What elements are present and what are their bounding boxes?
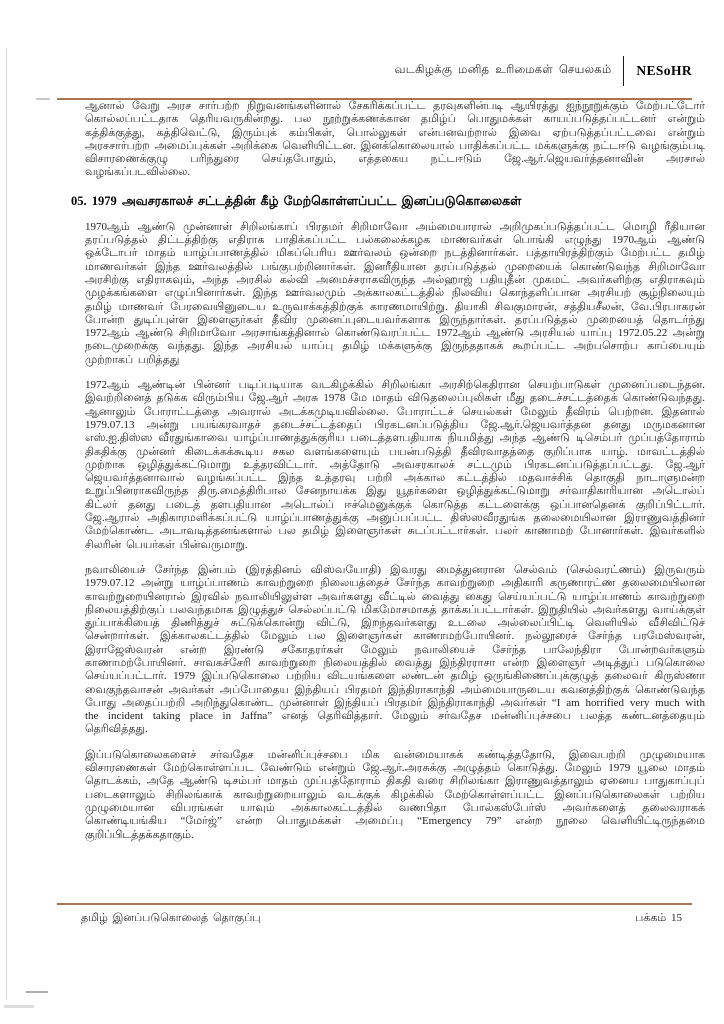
paragraph: நவாலியைச் சேர்ந்த இன்பம் (இரத்தினம் விஸ்வயோதி) இவரது மைத்துனரான செல்வம் (செல்வரட்ணம்) இருவரும் 1979.07.12 அன்று யாழ்ப்பாணம் காவற்றுறை நிலையத்தைச் சேர்ந்த காவற்றுறை அதிகாரி கருணாரட்ண தலைமையிலான காவற்றுறையினரால் இரவில் நவாலியிலுள்ள அவர்களது வீட்டில் வைத்து கைது செய்யப்பட்டு யாழ்ப்பாணம் காவற்றுறை நிலையத்திற்குப் பலவந்தமாக இழுத்துச் செல்லப்பட்டு மிகமோசமாகத் தாக்கப்பட்டார்கள். இறுதியில் அவர்களது வாய்க்குள் துப்பாக்கியைத் திணித்துச் சுட்டுக்கொன்று விட்டு, இறந்தவர்களது உடலை அல்லைப்பிட்டி வெளியில் வீசிவிட்டுச் சென்றார்கள். இக்காலகட்டத்தில் மேலும் பல இளைஞர்கள் காணாமற்போயினர். நல்லூரைச் சேர்ந்த பரமேஸ்வரன், இராஜேஸ்வரன் என்ற இரண்டு சகோதரர்கள் மேலும் நவாலியைச் சேர்ந்த பாலேந்திரா போன்றவர்களும் காணாமற்போயினர். சாவகச்சேரி காவற்றுறை நிலையத்தில் வைத்து இந்திரராசா என்ற இளைஞர் அடித்துப் படுகொலை செய்யப்பட்டார். 1979 இப்படுகொலை பற்றிய விடயங்களை லண்டன் தமிழ் ஒருங்கிணைப்புக்குழுத் தலைவர் கிருஸ்ணா வைகுந்தவாசன் அவர்கள் அப்போதைய இந்தியப் பிரதமர் இந்திராகாந்தி அம்மையாருடைய கவனத்திற்குக் கொண்டுவந்த போது அதைப்பற்றி அறிந்துகொண்ட முன்னாள் இந்தியப் பிரதமர் இந்திராகாந்தி அவர்கள் “I am horrified very much with the incident taking place in Jaffna” எனத் தெரிவித்தார். மேலும் சர்வதேச மன்னிப்புச்சபை பலத்த கண்டனத்தையும் தெரிவித்தது. — [85, 563, 705, 736]
header-org-name: வடகிழக்கு மனித உரிமைகள் செயலகம் — [394, 64, 612, 76]
paragraph: இப்படுகொலைகளைச் சர்வதேச மன்னிப்புச்சபை மிக வன்மையாகக் கண்டித்ததோடு, இவைபற்றி முழுமையாக விசாரணைகள் மேற்கொள்ளப்பட வேண்டும் என்றும் ஜே.ஆர்.அரசுக்கு அழுத்தம் கொடுத்து. மேலும் 1979 யூலை மாதம் தொடக்கம், அதே ஆண்டு டிசம்பர் மாதம் முப்பத்தோராம் திகதி வரை சிறிலங்கா இராணுவத்தாலும் ஏனைய பாதுகாப்புப் படைகளாலும் சிறிலங்காக் காவற்றுறையாலும் வடக்குக் கிழக்கில் மேற்கொள்ளப்பட்ட இனப்படுகொலைகள் பற்றிய முழுமையான விபரங்கள் யாவும் அக்காலகட்டத்தில் வணபிதா போல்கஸ்பேர்ஸ் அவர்களைத் தலைவராகக் கொண்டியங்கிய “மேர்ஜ்” என்ற பொதுமக்கள் அமைப்பு “Emergency 79” என்ற நூலை வெளியிட்டிருந்தமை குறிப்பிடத்தக்கதாகும். — [85, 748, 705, 841]
page-header — [57, 56, 692, 86]
scan-artifact-mark — [26, 991, 48, 993]
footer-document-title: தமிழ் இனப்படுகொலைத் தொகுப்பு — [81, 912, 261, 924]
footer-page-number: பக்கம் 15 — [635, 912, 682, 924]
paragraph: 1972ஆம் ஆண்டின் பின்னர் படிப்படியாக வடகிழக்கில் சிறிலங்கா அரசிற்கெதிரான செயற்பாடுகள் முனைப்படைந்தன. இவற்றினைத் தடுக்க விரும்பிய ஜே.ஆர் அரசு 1978 மே மாதம் விடுதலைப்புலிகள் மீது தடைச்சட்டத்தைக் கொண்டுவந்தது. ஆனாலும் போராட்டத்தை அவரால் அடக்கமுடியவில்லை. போராட்டச் செயல்கள் மேலும் தீவிரம் பெற்றன. இதனால் 1979.07.13 அன்று பயங்கரவாதச் தடைச்சட்டத்தைப் பிரகடனப்படுத்திய ஜே.ஆர்.ஜெயவர்த்தன தனது மருமகனான எஸ்.ஐ.திஸ்ஸ வீரதுங்காவை யாழ்ப்பாணத்துக்குரிய படைத்தளபதியாக நியமித்து அந்த ஆண்டு டிசெம்பர் முப்பத்தோராம் திகதிக்கு முன்னர் கிடைக்கக்கூடிய சகல வளங்களையும் பயன்படுத்தி தீவிரவாதத்தை குறிப்பாக யாழ். மாவட்டத்தில் முற்றாக ஒழித்துக்கட்டுமாறு உத்தரவிட்டார். அத்தோடு அவசரகாலச் சட்டமும் பிரகடனப்படுத்தப்பட்டது. ஜே.ஆர் ஜெயவர்த்தனாவால் வழங்கப்பட்ட இந்த உத்தரவு பற்றி அக்கால கட்டத்தில் மதவாச்சிக் தொகுதி நாடாளுமன்ற உறுப்பினராகவிருந்த திரு.மைத்திரிபால சேனநாயக்க இது யூதர்களை ஒழித்துக்கட்டுமாறு சர்வாதிகாரியான அடொல்ப் கிட்லர் தனது படைத் தளபதியான அடொல்ப் ஈச்மெனுக்குக் கொடுத்த கட்டளைக்கு ஒப்பானதெனக் குறிப்பிட்டார். ஜே.ஆரால் அதிகாரமளிக்கப்பட்டு யாழ்ப்பாணத்துக்கு அனுப்பப்பட்ட திஸ்ஸவீரதுங்க தலைமையிலான இராணுவத்தினர் மேற்கொண்ட அடாவடித்தனங்களால் பல தமிழ் இளைஞர்கள் சுடப்பட்டார்கள். பலர் காணாமற் போனார்கள். இவர்களில் சிலரின் பெயர்கள் பின்வருமாறு. — [85, 379, 705, 551]
document-body — [71, 100, 705, 854]
paragraph: ஆனால் வேறு அரச சார்பற்ற நிறுவனங்களினால் சேகரிக்கப்பட்ட தரவுகளின்படி ஆயிரத்து ஐந்நூறுக்கும் மேற்பட்டோர் கொல்லப்பட்டதாக தெரியவருகின்றது. பல நூற்றுக்கணக்கான தமிழ்ப் பொதுமக்கள் காயப்படுத்தப்பட்டனர் என்றும் கத்திக்குத்து, கத்திவெட்டு, இரும்புக் கம்பிகள், பொல்லுகள் என்பனவற்றால் இவை ஏற்படுத்தப்பட்டவை என்றும் அரசசார்பற்ற அமைப்புக்கள் அறிக்கை வெளியிட்டன. இனக்கொலையால் பாதிக்கப்பட்ட மக்களுக்கு நட்டஈடு வழங்கும்படி விசாரணைக்குழு பரிந்துரை செய்தபோதும், எத்தகைய நட்டஈடும் ஜே.ஆர்.ஜெயவர்த்தனாவின் அரசால் வழங்கப்படவில்லை. — [85, 100, 705, 179]
section-heading: 05. 1979 அவசரகாலச் சட்டத்தின் கீழ் மேற்கொள்ளப்பட்ட இனப்படுகொலைகள் — [71, 193, 522, 208]
scan-artifact-mark — [36, 98, 50, 100]
header-divider — [623, 56, 624, 86]
page-footer — [57, 903, 692, 926]
scan-artifact-mark — [4, 1005, 34, 1008]
footer-rule — [57, 903, 692, 905]
scan-artifact-left-edge — [6, 48, 7, 1000]
paragraph: 1970ஆம் ஆண்டு முன்னாள் சிறிலங்காப் பிரதமர் சிறிமாவோ அம்மையாரால் அறிமுகப்படுத்தப்பட்ட மொழி ரீதியான தரப்படுத்தல் திட்டத்திற்கு எதிராக பாதிக்கப்பட்ட பல்கலைக்கழக மாணவர்கள் பொங்கி எழுந்து 1970ஆம் ஆண்டு ஒக்டோபர் மாதம் யாழ்ப்பாணத்தில் மிகப்பெரிய ஊர்வலம் ஒன்றை நடத்தினார்கள். பத்தாயிரத்திற்கும் மேற்பட்ட தமிழ் மாணவர்கள் இந்த ஊர்வலத்தில் பங்குபற்றினார்கள். இனரீதியான தரப்படுத்தல் முறையைக் கொண்டுவந்த சிறிமாவோ அரசிற்கு எதிராகவும், அந்த அரசில் கல்வி அமைச்சராகவிருந்த அல்ஹாஜ் பதியுதீன் முகமட் அவர்களிற்கு எதிராகவும் முழக்கங்களை எழுப்பினார்கள். இந்த ஊர்வலமும் அக்காலகட்டத்தில் நிலவிய கொந்தளிப்பான அரசியற் சூழ்நிலையும் தமிழ் மாணவர் பேரவையினுடைய உருவாக்கத்திற்குக் காரணமாயிற்று. தியாகி சிவகுமாரன், சத்தியசீலன், வே.பிரபாகரன் போன்ற துடிப்புள்ள இளைஞர்கள் தீவிர முனைப்புடையவர்களாக இருந்தார்கள். தரப்படுத்தல் முறையைத் தொடர்ந்து 1972ஆம் ஆண்டு சிறிமாவோ அரசாங்கத்தினால் கொண்டுவரப்பட்ட 1972ஆம் ஆண்டு அரசியல் யாப்பு 1972.05.22 அன்று நடைமுறைக்கு வந்தது. இந்த அரசியல் யாப்பு தமிழ் மக்களுக்கு இருந்ததாகக் கூறப்பட்ட அற்பசொற்ப காப்பையும் முற்றாகப் பறித்தது — [85, 220, 705, 366]
header-org-abbr: NESoHR — [636, 63, 692, 78]
